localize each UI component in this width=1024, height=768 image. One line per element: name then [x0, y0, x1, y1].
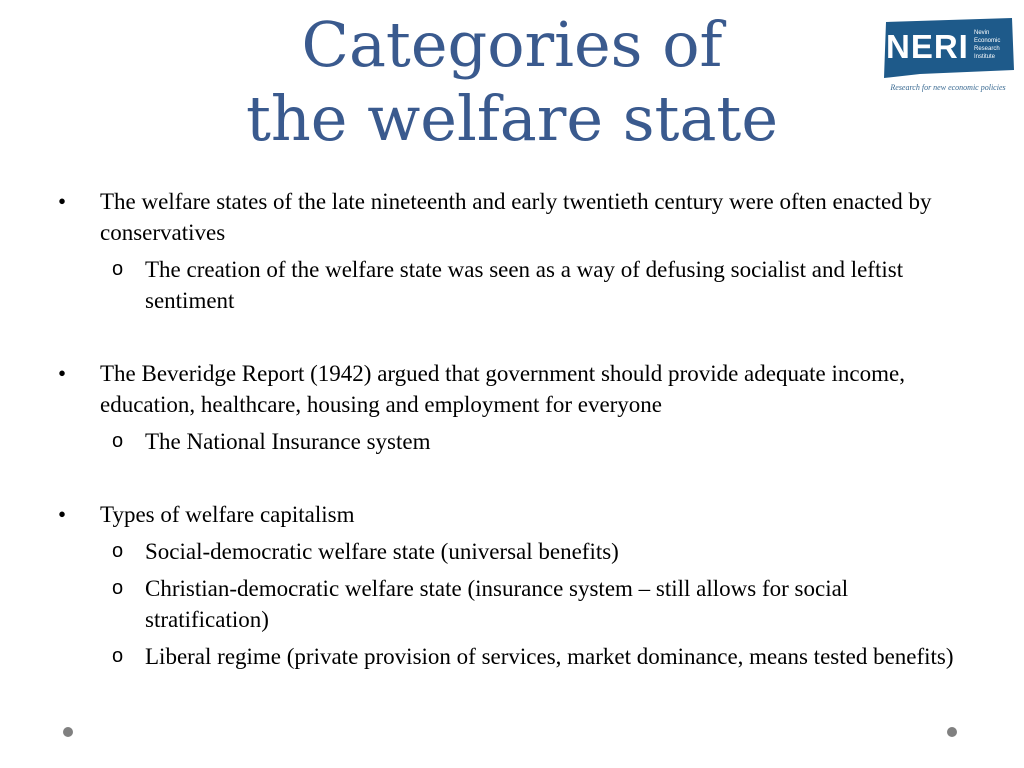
sub-bullet-item	[58, 426, 958, 457]
sub-bullet-text: The National Insurance system	[145, 429, 431, 454]
bullet-item	[58, 499, 958, 530]
sub-bullet-item	[58, 641, 958, 672]
logo-subtitle-line: Economic	[974, 38, 1001, 44]
spacer	[58, 316, 958, 358]
bullet-text: The welfare states of the late nineteenth and early twentieth century were often enacted by conservatives	[100, 189, 932, 245]
spacer	[58, 457, 958, 499]
bullet-text: Types of welfare capitalism	[100, 502, 355, 527]
slide-body	[58, 186, 958, 672]
sub-bullet-marker: o	[112, 430, 124, 452]
sub-bullet-marker: o	[112, 258, 124, 280]
sub-bullet-item	[58, 573, 958, 635]
slide-title-line-2: the welfare state	[245, 82, 779, 155]
bullet-item	[58, 186, 958, 248]
sub-bullet-marker: o	[112, 540, 124, 562]
slide-title-line-1: Categories of	[301, 8, 723, 81]
logo-subtitle-line: Nevin	[974, 30, 990, 36]
sub-bullet-text: Christian-democratic welfare state (insurance system – still allows for social stratification)	[145, 576, 849, 632]
sub-bullet-text: Social-democratic welfare state (universal benefits)	[145, 539, 619, 564]
logo-subtitle	[974, 29, 1014, 61]
sub-bullet-item	[58, 254, 958, 316]
bullet-marker: •	[58, 502, 67, 527]
sub-bullet-item	[58, 536, 958, 567]
corner-dot-right	[947, 727, 957, 737]
corner-dot-left	[63, 727, 73, 737]
sub-bullet-marker: o	[112, 577, 124, 599]
logo-subtitle-line: Institute	[974, 54, 996, 60]
sub-bullet-text: The creation of the welfare state was seen as a way of defusing socialist and leftist sentiment	[145, 257, 904, 313]
bullet-marker: •	[58, 361, 67, 386]
sub-bullet-text: Liberal regime (private provision of services, market dominance, means tested benefits)	[145, 644, 954, 669]
slide-title	[0, 8, 1024, 156]
bullet-item	[58, 358, 958, 420]
logo-subtitle-line: Research	[974, 46, 1000, 52]
sub-bullet-marker: o	[112, 645, 124, 667]
bullet-text: The Beveridge Report (1942) argued that government should provide adequate income, education, healthcare, housing and employment for everyone	[100, 361, 905, 417]
logo-tagline: Research for new economic policies	[890, 83, 1006, 92]
bullet-marker: •	[58, 189, 67, 214]
neri-logo	[880, 18, 1016, 98]
logo-word: NERI	[886, 28, 969, 65]
